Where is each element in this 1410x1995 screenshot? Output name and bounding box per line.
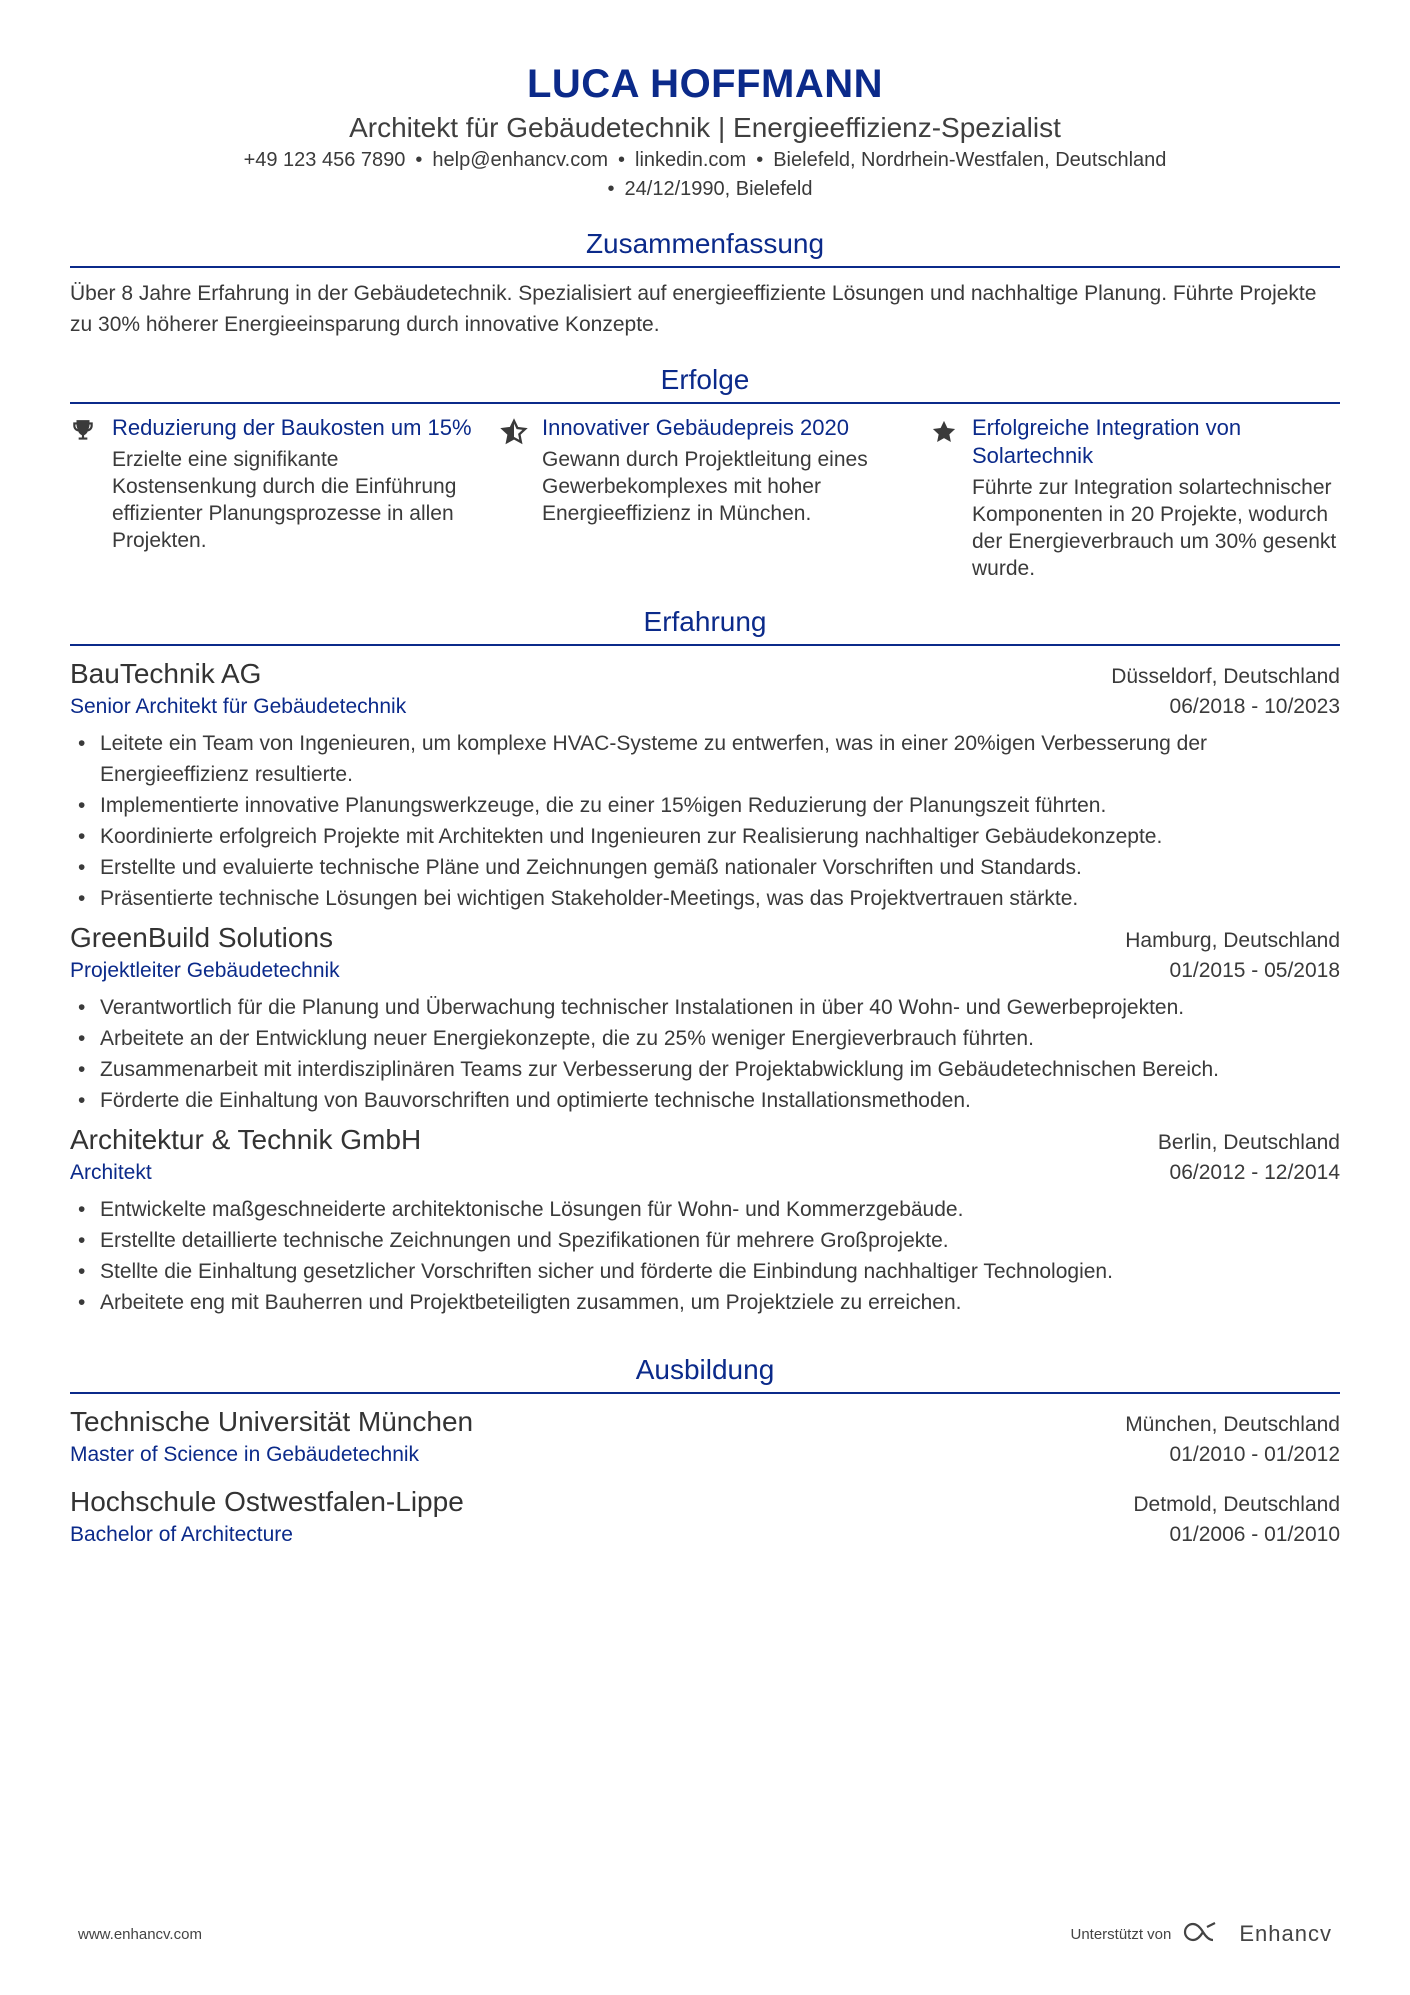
list-item: • Stellte die Einhaltung gesetzlicher Vorschriften sicher und förderte die Einbindung nachhaltiger Technologien. [100, 1256, 1340, 1287]
summary-heading: Zusammenfassung [70, 226, 1340, 268]
achievement-title: Erfolgreiche Integration von Solartechnik [972, 415, 1242, 468]
list-item: • Arbeitete an der Entwicklung neuer Energiekonzepte, die zu 25% weniger Energieverbrauch führten. [100, 1023, 1340, 1054]
job-entry [70, 920, 1340, 1116]
job-dates: 06/2018 - 10/2023 [1169, 695, 1340, 718]
enhancv-logo-icon [1183, 1920, 1227, 1948]
job-dates: 01/2015 - 05/2018 [1169, 959, 1340, 982]
job-location: Düsseldorf, Deutschland [1111, 665, 1340, 688]
contact-line [70, 146, 1340, 175]
separator: • [618, 149, 626, 171]
company-name: BauTechnik AG [70, 658, 262, 689]
company-name: Architektur & Technik GmbH [70, 1124, 422, 1155]
separator: • [756, 149, 764, 171]
achievement-desc: Führte zur Integration solartechnischer Komponenten in 20 Projekte, wodurch der Energieverbrauch um 30% gesenkt wurde. [972, 476, 1337, 580]
degree: Master of Science in Gebäudetechnik [70, 1443, 420, 1466]
education-entry [70, 1484, 1340, 1550]
list-item: • Erstellte und evaluierte technische Pläne und Zeichnungen gemäß nationaler Vorschriften und Standards. [100, 852, 1340, 883]
candidate-title: Architekt für Gebäudetechnik | Energieeffizienz-Spezialist [349, 112, 1061, 143]
star-icon [930, 414, 960, 582]
school-location: München, Deutschland [1125, 1413, 1340, 1436]
footer-website[interactable]: www.enhancv.com [78, 1925, 202, 1943]
job-bullets [70, 728, 1340, 914]
job-entry [70, 1122, 1340, 1318]
achievement-item [500, 414, 910, 582]
education-dates: 01/2006 - 01/2010 [1169, 1523, 1340, 1546]
job-entry [70, 656, 1340, 914]
achievement-item [70, 414, 480, 582]
list-item: • Entwickelte maßgeschneiderte architektonische Lösungen für Wohn- und Kommerzgebäude. [100, 1194, 1340, 1225]
job-bullets [70, 992, 1340, 1116]
job-role: Architekt [70, 1161, 152, 1184]
summary-text: Über 8 Jahre Erfahrung in der Gebäudetechnik. Spezialisiert auf energieeffiziente Lösungen und nachhaltige Planung. Führte Projekte zu 30% höherer Energieeinsparung durch innovative Konzepte. [70, 282, 1317, 336]
achievement-title: Innovativer Gebäudepreis 2020 [542, 415, 849, 440]
list-item: • Leitete ein Team von Ingenieuren, um komplexe HVAC-Systeme zu entwerfen, was in einer 20%igen Verbesserung der Energieeffizienz resultierte. [100, 728, 1340, 790]
list-item: • Förderte die Einhaltung von Bauvorschriften und optimierte technische Installationsmethoden. [100, 1085, 1340, 1116]
job-role: Senior Architekt für Gebäudetechnik [70, 695, 407, 718]
email[interactable]: help@enhancv.com [432, 149, 609, 171]
separator: • [415, 149, 423, 171]
birth-line [70, 175, 1340, 204]
location: Bielefeld, Nordrhein-Westfalen, Deutschland [773, 149, 1167, 171]
job-bullets [70, 1194, 1340, 1318]
resume-header [70, 60, 1340, 204]
separator: • [607, 178, 615, 200]
achievement-desc: Gewann durch Projektleitung eines Gewerbekomplexes mit hoher Energieeffizienz in München. [542, 448, 868, 525]
list-item: • Zusammenarbeit mit interdisziplinären Teams zur Verbesserung der Projektabwicklung im Gebäudetechnischen Bereich. [100, 1054, 1340, 1085]
company-name: GreenBuild Solutions [70, 922, 334, 953]
school-name: Technische Universität München [70, 1406, 474, 1437]
list-item: • Arbeitete eng mit Bauherren und Projektbeteiligten zusammen, um Projektziele zu erreichen. [100, 1287, 1340, 1318]
birth-date: 24/12/1990, Bielefeld [624, 178, 813, 200]
brand-name: Enhancv [1239, 1921, 1332, 1946]
degree: Bachelor of Architecture [70, 1523, 293, 1546]
list-item: • Koordinierte erfolgreich Projekte mit Architekten und Ingenieuren zur Realisierung nachhaltiger Gebäudekonzepte. [100, 821, 1340, 852]
job-role: Projektleiter Gebäudetechnik [70, 959, 340, 982]
job-dates: 06/2012 - 12/2014 [1169, 1161, 1340, 1184]
list-item: • Präsentierte technische Lösungen bei wichtigen Stakeholder-Meetings, was das Projektvertrauen stärkte. [100, 883, 1340, 914]
education-dates: 01/2010 - 01/2012 [1169, 1443, 1340, 1466]
list-item: • Verantwortlich für die Planung und Überwachung technischer Instalationen in über 40 Wohn- und Gewerbeprojekten. [100, 992, 1340, 1023]
school-location: Detmold, Deutschland [1133, 1493, 1340, 1516]
experience-heading: Erfahrung [70, 604, 1340, 646]
list-item: • Erstellte detaillierte technische Zeichnungen und Spezifikationen für mehrere Großprojekte. [100, 1225, 1340, 1256]
school-name: Hochschule Ostwestfalen-Lippe [70, 1486, 464, 1517]
achievement-item [930, 414, 1340, 582]
job-location: Berlin, Deutschland [1157, 1131, 1340, 1154]
phone: +49 123 456 7890 [243, 149, 406, 171]
achievements-list [70, 414, 1340, 582]
achievement-desc: Erzielte eine signifikante Kostensenkung durch die Einführung effizienter Planungsprozesse in allen Projekten. [112, 448, 457, 552]
linkedin[interactable]: linkedin.com [635, 149, 747, 171]
powered-by-label: Unterstützt von [1070, 1925, 1172, 1943]
trophy-icon [70, 414, 100, 582]
achievement-title: Reduzierung der Baukosten um 15% [112, 415, 472, 440]
education-entry [70, 1404, 1340, 1470]
education-heading: Ausbildung [70, 1352, 1340, 1394]
list-item: • Implementierte innovative Planungswerkzeuge, die zu einer 15%igen Reduzierung der Planungszeit führten. [100, 790, 1340, 821]
job-location: Hamburg, Deutschland [1125, 929, 1340, 952]
star-half-icon [500, 414, 530, 582]
achievements-heading: Erfolge [70, 362, 1340, 404]
candidate-name: LUCA HOFFMANN [526, 62, 884, 106]
page-footer [78, 1920, 1332, 1948]
